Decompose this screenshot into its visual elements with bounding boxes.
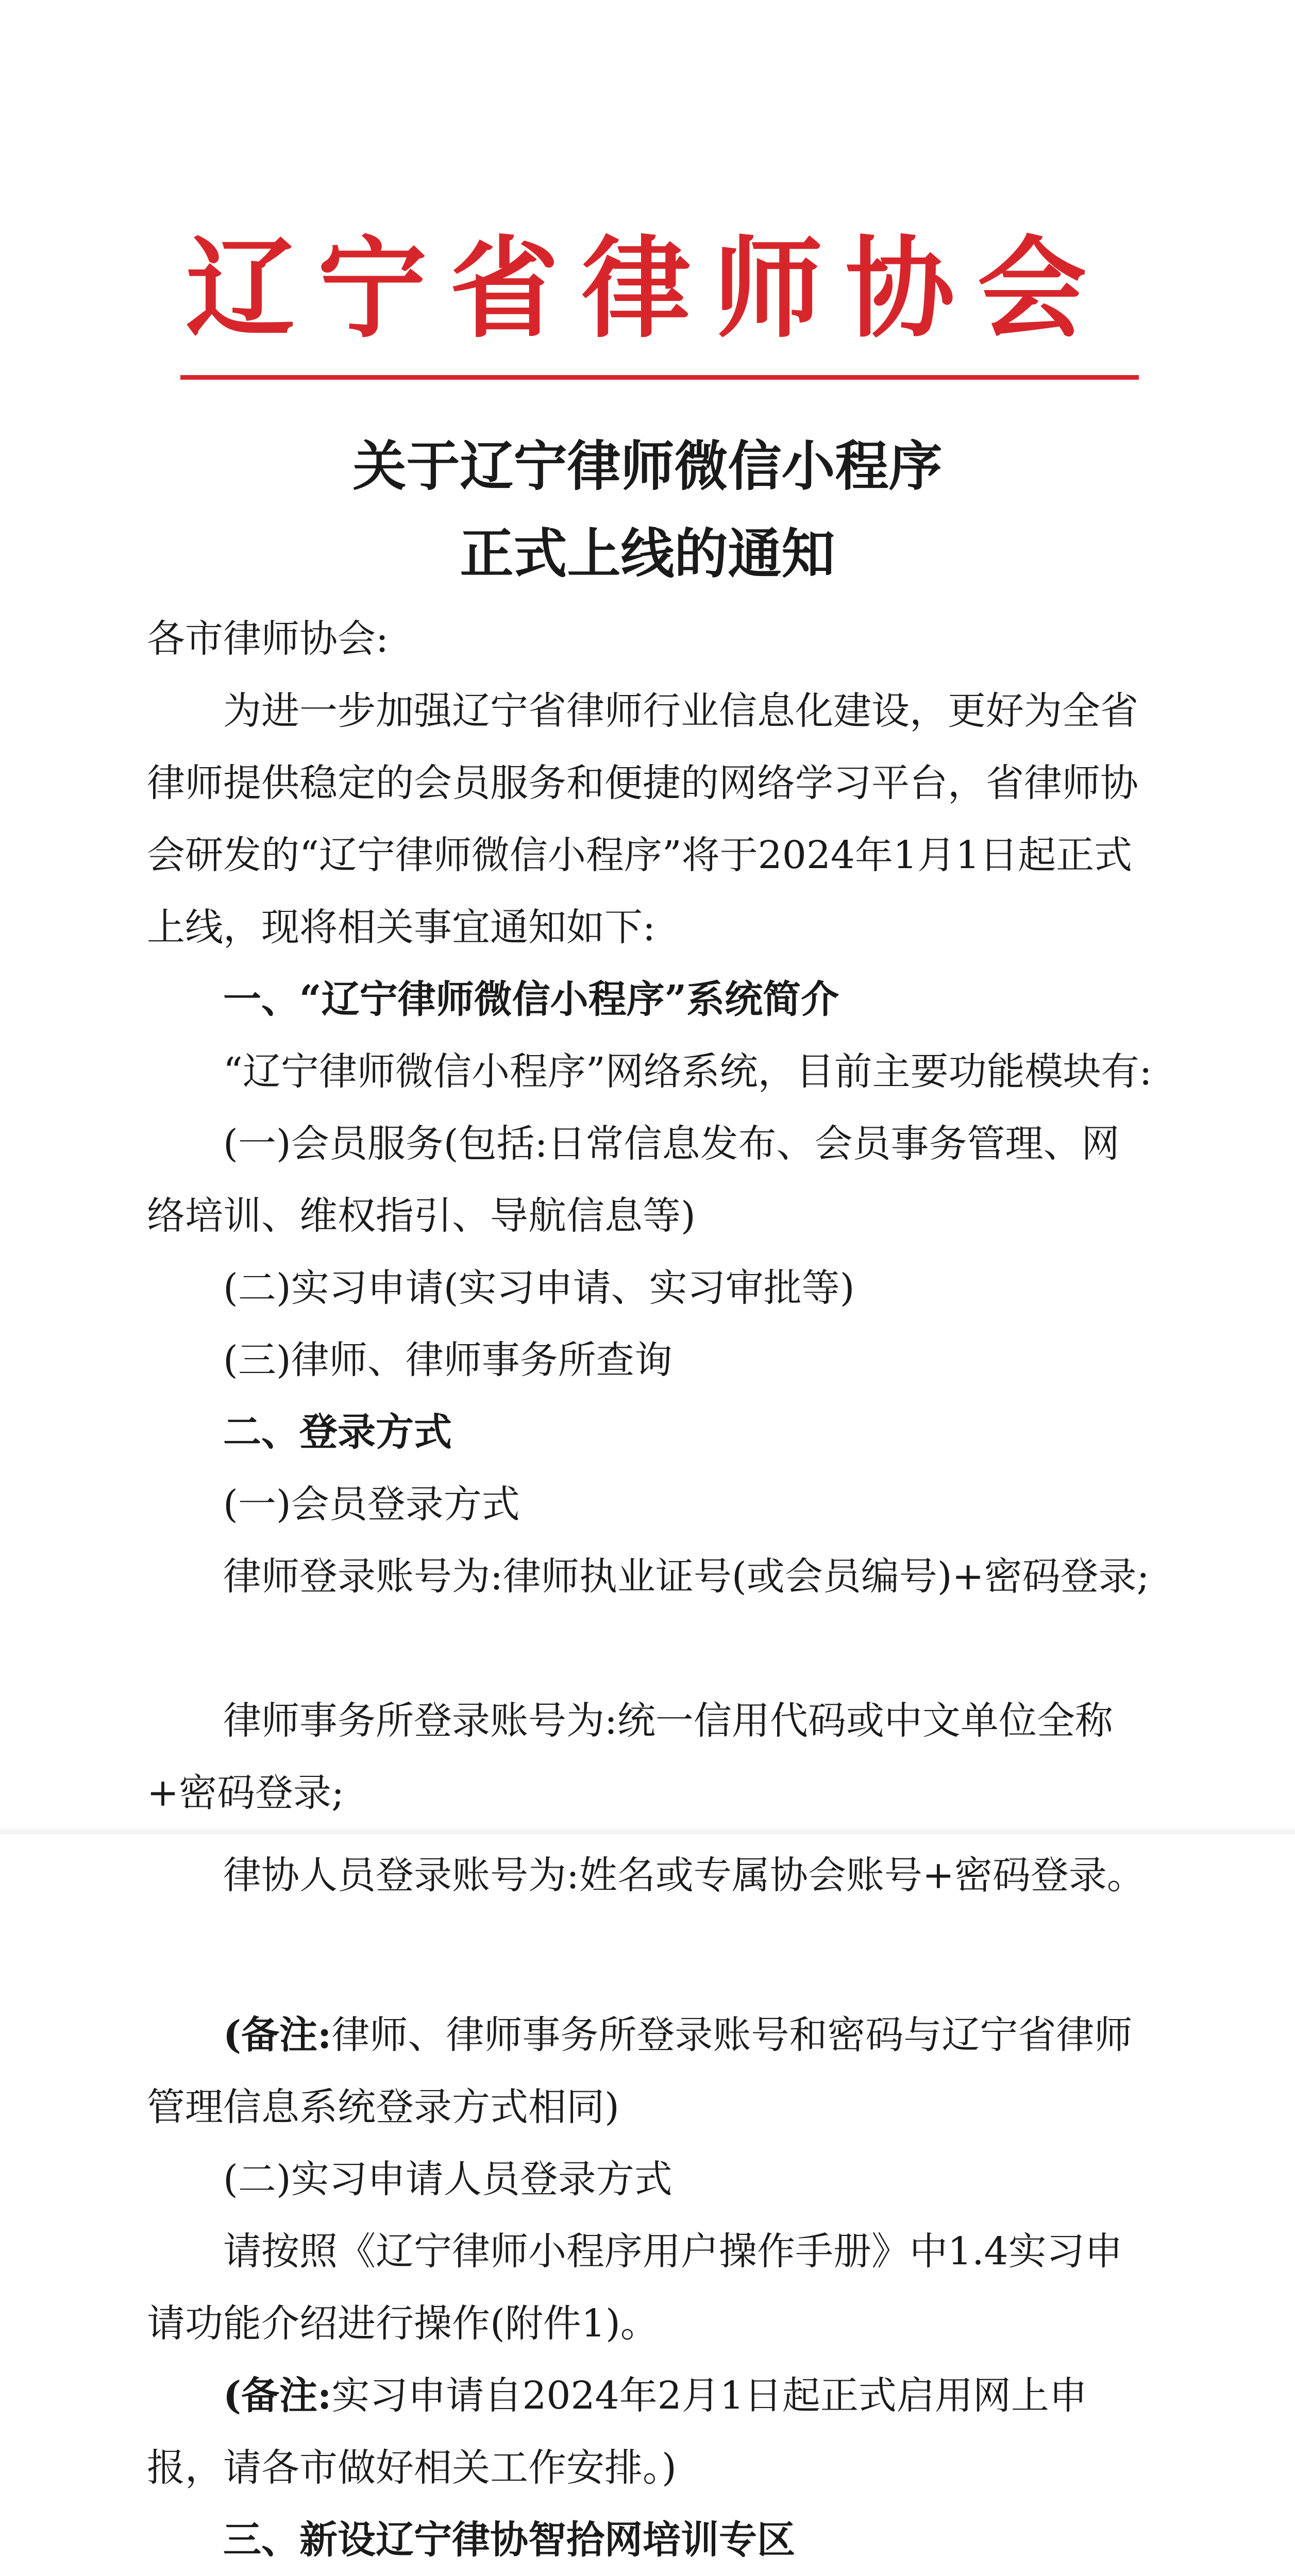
letterhead-divider: [180, 375, 1139, 380]
section-1-item-3: (三)律师、律师事务所查询: [223, 1338, 672, 1382]
note-2: [147, 2360, 1157, 2504]
notice-title-line-1: 关于辽宁律师微信小程序: [352, 434, 943, 498]
section-1-heading: 一、“辽宁律师微信小程序”系统简介: [223, 977, 839, 1022]
section-1-lead: “辽宁律师微信小程序”网络系统，目前主要功能模块有:: [223, 1049, 1152, 1094]
note-2-text: 实习申请自2024年2月1日起正式启用网上申报，请各市做好相关工作安排。): [147, 2374, 1087, 2490]
note-1-text: 律师、律师事务所登录账号和密码与辽宁省律师管理信息系统登录方式相同): [147, 2013, 1133, 2129]
section-1-item-1: (一)会员服务(包括:日常信息发布、会员事务管理、网络培训、维权指引、导航信息等): [147, 1122, 1120, 1238]
salutation: 各市律师协会:: [147, 617, 389, 661]
note-1: [147, 1999, 1157, 2143]
login-firm: 律师事务所登录账号为:统一信用代码或中文单位全称+密码登录;: [147, 1699, 1113, 1815]
section-2-heading: 二、登录方式: [223, 1410, 452, 1454]
document-page-2: [0, 1834, 1295, 2576]
intro-paragraph: 为进一步加强辽宁省律师行业信息化建设，更好为全省律师提供稳定的会员服务和便捷的网络学习平台，省律师协会研发的“辽宁律师微信小程序”将于2024年1月1日起正式上线，现将相关事宜通知如下:: [147, 689, 1138, 950]
login-lawyer: 律师登录账号为:律师执业证号(或会员编号)+密码登录;: [223, 1554, 1150, 1599]
note-1-label: (备注:: [223, 2013, 332, 2057]
notice-title: [0, 422, 1295, 598]
section-1-item-2: (二)实习申请(实习申请、实习审批等): [223, 1266, 855, 1310]
note-2-label: (备注:: [223, 2374, 332, 2418]
section-2-sub-2: (二)实习申请人员登录方式: [223, 2157, 672, 2201]
section-3-heading: 三、新设辽宁律协智拾网培训专区: [223, 2518, 795, 2562]
intern-login-instructions: 请按照《辽宁律师小程序用户操作手册》中1.4实习申请功能介绍进行操作(附件1)。: [147, 2229, 1123, 2346]
letterhead-title: 辽宁省律师协会: [186, 224, 1109, 352]
section-2-sub-1: (一)会员登录方式: [223, 1482, 520, 1527]
login-staff: 律协人员登录账号为:姓名或专属协会账号+密码登录。: [223, 1853, 1145, 1897]
notice-title-line-2: 正式上线的通知: [460, 522, 835, 585]
